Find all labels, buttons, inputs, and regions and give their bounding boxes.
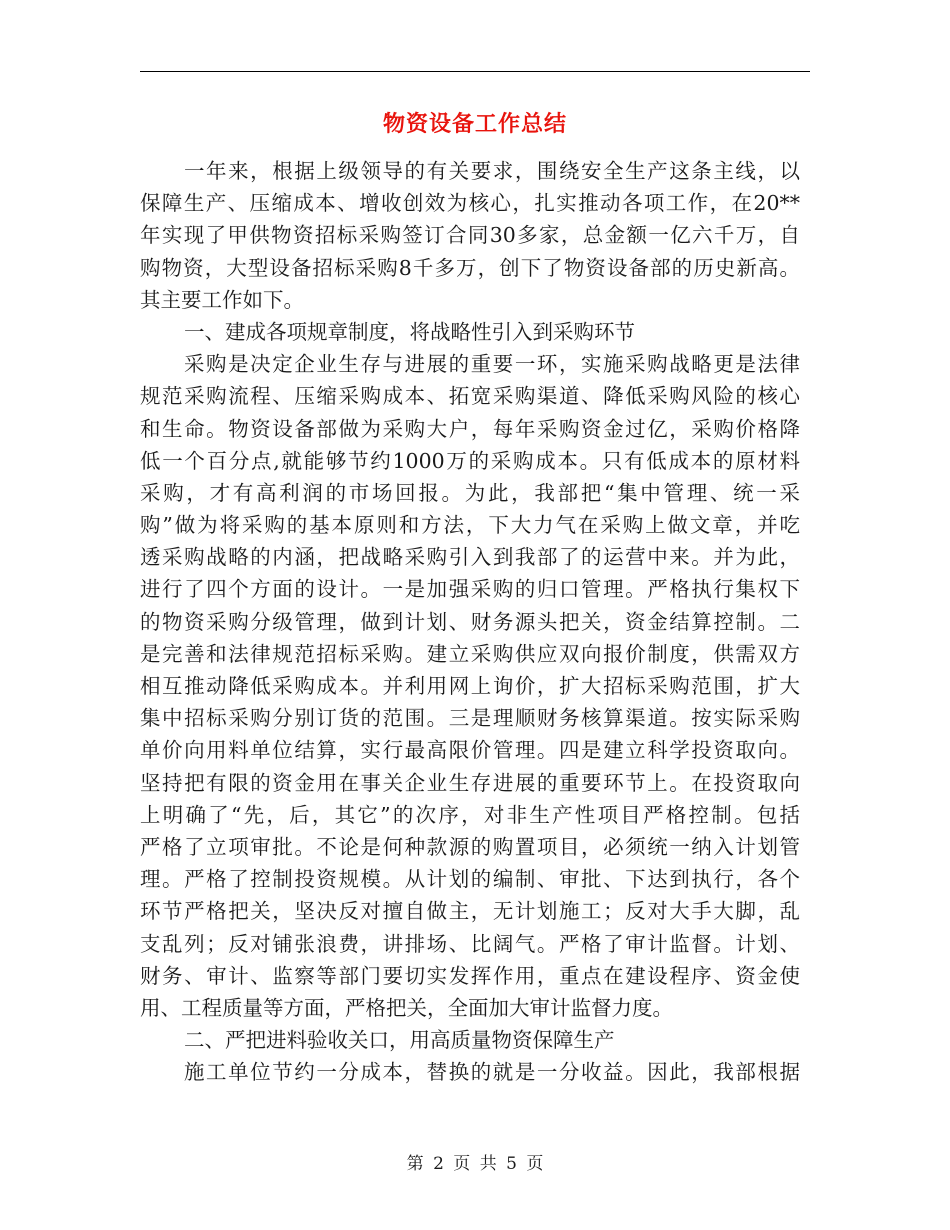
body-line: 二、严把进料验收关口，用高质量物资保障生产 (184, 1028, 615, 1053)
body-line: 进行了四个方面的设计。一是加强采购的归口管理。严格执行集权下 (140, 577, 800, 602)
body-line: 采购是决定企业生存与进展的重要一环，实施采购战略更是法律 (184, 352, 800, 377)
body-line: 是完善和法律规范招标采购。建立采购供应双向报价制度，供需双方 (140, 641, 800, 666)
body-line: 严格了立项审批。不论是何种款源的购置项目，必须统一纳入计划管 (140, 834, 800, 859)
body-line: 理。严格了控制投资规模。从计划的编制、审批、下达到执行，各个 (140, 867, 800, 892)
body-line: 坚持把有限的资金用在事关企业生存进展的重要环节上。在投资取向 (140, 770, 800, 795)
page-footer: 第 2 页 共 5 页 (406, 1154, 544, 1174)
body-line: 财务、审计、监察等部门要切实发挥作用，重点在建设程序、资金使 (140, 963, 800, 988)
body-line: 购物资，大型设备招标采购8千多万，创下了物资设备部的历史新高。 (140, 255, 800, 280)
body-line: 相互推动降低采购成本。并利用网上询价，扩大招标采购范围，扩大 (140, 674, 800, 698)
body-line: 单价向用料单位结算，实行最高限价管理。四是建立科学投资取向。 (140, 738, 800, 763)
body-line: 其主要工作如下。 (140, 287, 304, 312)
body-line: 一、建成各项规章制度，将战略性引入到采购环节 (184, 319, 635, 344)
body-line: 施工单位节约一分成本，替换的就是一分收益。因此，我部根据 (184, 1060, 800, 1085)
body-line: 保障生产、压缩成本、增收创效为核心，扎实推动各项工作，在20** (140, 191, 800, 216)
body-line: 一年来，根据上级领导的有关要求，围绕安全生产这条主线，以 (184, 159, 800, 183)
body-line: 用、工程质量等方面，严格把关，全面加大审计监督力度。 (140, 995, 673, 1020)
document-body (140, 155, 800, 1088)
header-rule (140, 71, 810, 72)
body-line: 低一个百分点,就能够节约1000万的采购成本。只有低成本的原材料 (140, 448, 800, 473)
body-line: 上明确了“先，后，其它”的次序，对非生产性项目严格控制。包括 (140, 802, 800, 827)
body-line: 和生命。物资设备部做为采购大户，每年采购资金过亿，采购价格降 (140, 416, 800, 441)
body-line: 支乱列；反对铺张浪费，讲排场、比阔气。严格了审计监督。计划、 (140, 931, 800, 956)
body-line: 购”做为将采购的基本原则和方法，下大力气在采购上做文章，并吃 (140, 513, 800, 538)
body-line: 透采购战略的内涵，把战略采购引入到我部了的运营中来。并为此， (140, 545, 800, 570)
body-line: 集中招标采购分别订货的范围。三是理顺财务核算渠道。按实际采购 (140, 706, 800, 731)
document-title: 物资设备工作总结 (382, 112, 567, 137)
body-line: 采购，才有高利润的市场回报。为此，我部把“集中管理、统一采 (140, 480, 800, 505)
body-line: 环节严格把关，坚决反对擅自做主，无计划施工；反对大手大脚，乱 (140, 899, 800, 924)
body-line: 的物资采购分级管理，做到计划、财务源头把关，资金结算控制。二 (140, 609, 800, 634)
body-line: 规范采购流程、压缩采购成本、拓宽采购渠道、降低采购风险的核心 (140, 384, 800, 409)
body-line: 年实现了甲供物资招标采购签订合同30多家，总金额一亿六千万，自 (140, 223, 800, 248)
